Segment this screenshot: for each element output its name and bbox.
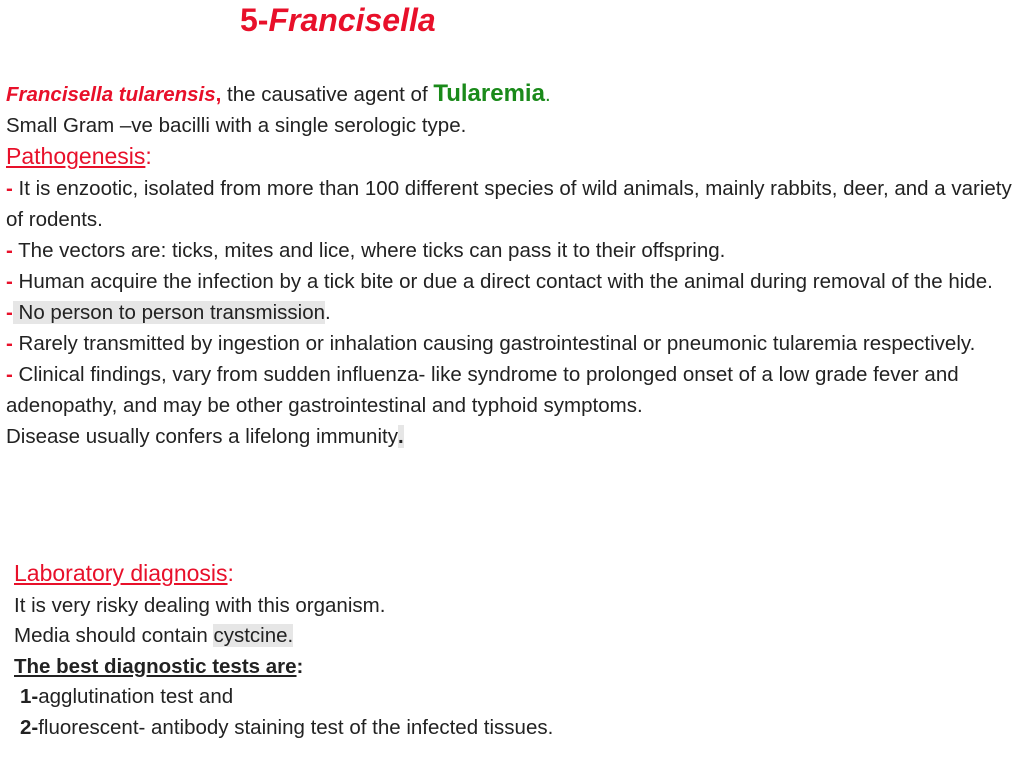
- tests-heading-text: The best diagnostic tests are: [14, 654, 297, 678]
- pathogenesis-item: [6, 359, 1016, 421]
- no-transmission-text: No person to person transmission: [12, 301, 326, 324]
- pathogenesis-item: [6, 266, 1016, 297]
- title-number: 5-: [240, 2, 269, 38]
- bullet-dash: -: [6, 270, 13, 293]
- media-text: Media should contain: [14, 624, 214, 647]
- gram-line: Small Gram –ve bacilli with a single serologic type.: [6, 114, 467, 137]
- no-transmission-period: .: [325, 301, 331, 324]
- disease-name: Tularemia: [433, 80, 545, 107]
- tests-heading-colon: :: [296, 654, 304, 678]
- bullet-dash: -: [6, 332, 13, 355]
- bullet-dash: -: [6, 239, 13, 262]
- pathogenesis-item: [6, 235, 1016, 266]
- disease-period: .: [544, 83, 551, 106]
- pathogenesis-colon: :: [145, 143, 152, 169]
- pathogenesis-item-text: Clinical findings, vary from sudden influenza- like syndrome to prolonged onset of a low grade fever and adenopathy, and may be other gastrointestinal and typhoid symptoms.: [6, 363, 959, 417]
- species-comma: ,: [215, 83, 222, 106]
- media-line: [14, 621, 1004, 652]
- pathogenesis-heading: [6, 141, 1016, 173]
- pathogenesis-item-text: Human acquire the infection by a tick bite or due a direct contact with the animal during removal of the hide.: [12, 270, 993, 293]
- main-content: [6, 78, 1016, 452]
- slide-title: [240, 2, 436, 39]
- test-text: agglutination test and: [38, 685, 234, 708]
- test-item: [14, 713, 1004, 744]
- title-name: Francisella: [268, 2, 436, 38]
- pathogenesis-item: [6, 328, 1016, 359]
- pathogenesis-item-text: Rarely transmitted by ingestion or inhalation causing gastrointestinal or pneumonic tularemia respectively.: [12, 332, 976, 355]
- test-item: [14, 682, 1004, 713]
- pathogenesis-item-text: It is enzootic, isolated from more than 100 different species of wild animals, mainly rabbits, deer, and a variety of rodents.: [6, 177, 1012, 231]
- bullet-dash: -: [6, 301, 13, 324]
- bullet-dash: -: [6, 177, 13, 200]
- pathogenesis-item: [6, 297, 1016, 328]
- immunity-line: [6, 421, 1016, 452]
- lab-heading-text: Laboratory diagnosis: [14, 560, 228, 586]
- lab-diagnosis-section: [14, 558, 1004, 743]
- lab-heading-colon: :: [227, 560, 234, 586]
- pathogenesis-heading-text: Pathogenesis: [6, 143, 146, 169]
- test-number: 1-: [20, 685, 39, 708]
- cystcine-highlight: cystcine.: [213, 624, 294, 647]
- risk-line: It is very risky dealing with this organism.: [14, 593, 386, 617]
- immunity-period: .: [397, 425, 404, 448]
- causative-text: the causative agent of: [221, 83, 434, 106]
- immunity-text: Disease usually confers a lifelong immunity: [6, 425, 398, 448]
- lab-heading: [14, 558, 1004, 591]
- test-number: 2-: [20, 715, 39, 739]
- tests-heading: [14, 652, 1004, 683]
- pathogenesis-item-text: The vectors are: ticks, mites and lice, where ticks can pass it to their offspring.: [12, 239, 726, 262]
- intro-line: [6, 78, 1016, 110]
- bullet-dash: -: [6, 363, 13, 386]
- pathogenesis-item: [6, 173, 1016, 235]
- test-text: fluorescent- antibody staining test of the infected tissues.: [38, 715, 554, 739]
- species-name: Francisella tularensis: [6, 83, 216, 106]
